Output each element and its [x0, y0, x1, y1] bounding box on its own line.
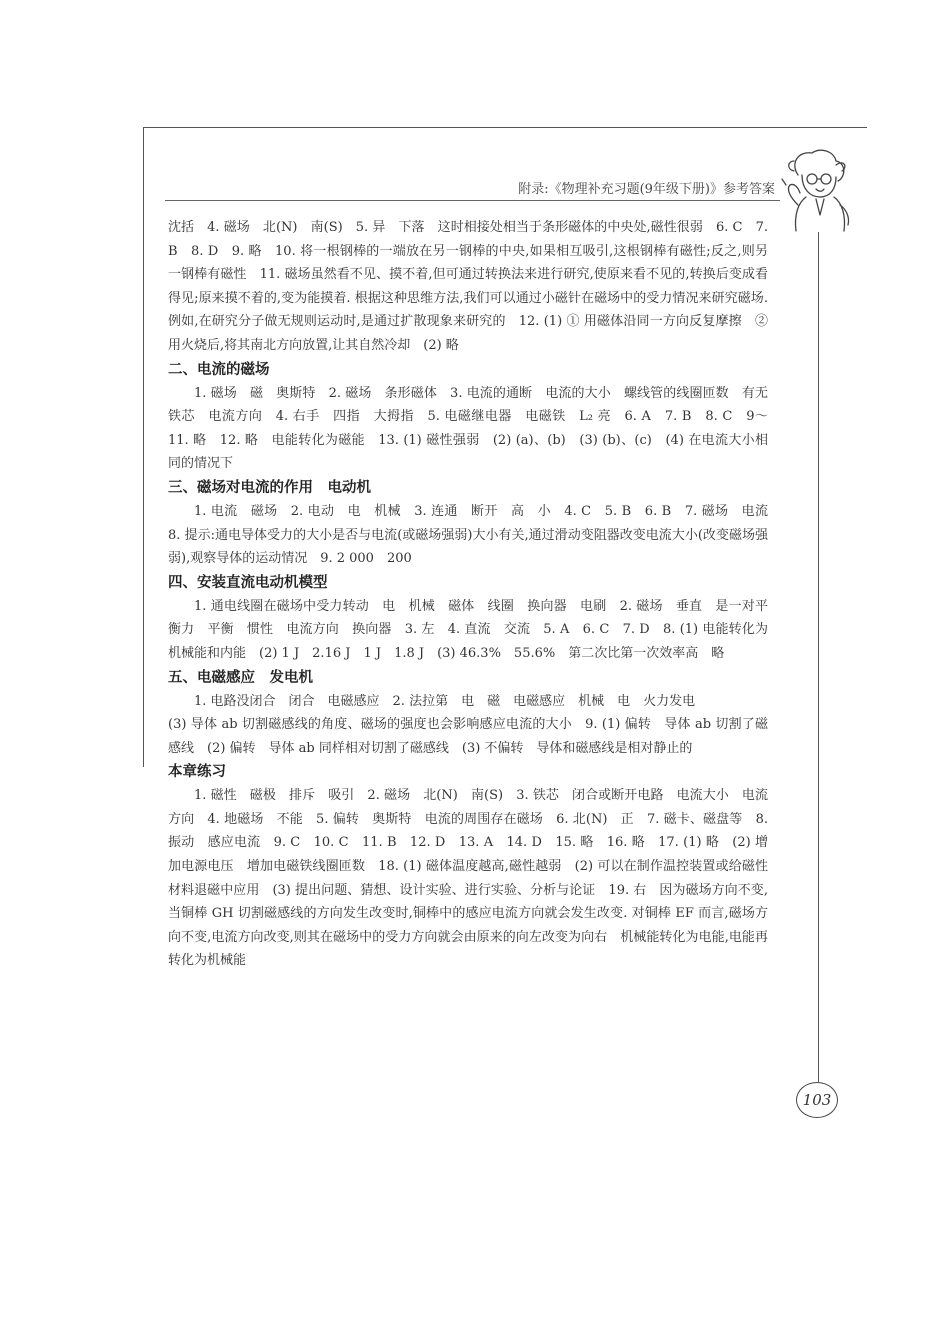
- section-heading-force-on-current: 三、磁场对电流的作用 电动机: [168, 479, 371, 496]
- section-heading-current-magnetic-field: 二、电流的磁场: [168, 361, 270, 378]
- section-heading-induction-generator: 五、电磁感应 发电机: [168, 669, 313, 686]
- page-number-badge: 103: [796, 1082, 838, 1118]
- answers-paragraph-section-3: 1. 电流 磁场 2. 电动 电 机械 3. 连通 断开 高 小 4. C 5. B 6. B 7. 磁场 电流 8. 提示:通电导体受力的大小是否与电流(或磁场强弱)大小有关,通过滑动变阻器改变电流大小(改变磁场强弱),观察导体的运动情况 9. 2 000 200: [168, 503, 782, 567]
- frame-right-rule: [818, 232, 819, 1082]
- frame-left-rule: [143, 127, 144, 767]
- answers-paragraph-section-4: 1. 通电线圈在磁场中受力转动 电 机械 磁体 线圈 换向器 电刷 2. 磁场 垂直 是一对平衡力 平衡 惯性 电流方向 换向器 3. 左 4. 直流 交流 5. A 6. C 7. D 8. (1) 电能转化为机械能和内能 (2) 1 J 2.16 J 1 J 1.8 J (3) 46.3% 55.6% 第二次比第一次效率高 略: [168, 598, 768, 661]
- answers-paragraph-chapter-exercises: 1. 磁性 磁极 排斥 吸引 2. 磁场 北(N) 南(S) 3. 铁芯 闭合或断开电路 电流大小 电流方向 4. 地磁场 不能 5. 偏转 奥斯特 电流的周围存在磁场 6. 北(N) 正 7. 磁卡、磁盘等 8. 振动 感应电流 9. C 10. C 11. B 12. D 13. A 14. D 15. 略 16. 略 17. (1) 略 (2) 增加电源电压 增加电磁铁线圈匝数 18. (1) 磁体温度越高,磁性越弱 (2) 可以在制作温控装置或给磁性材料退磁中应用 (3) 提出问题、猜想、设计实验、进行实验、分析与论证 19. 右 因为磁场方向不变,当铜棒 GH 切割磁感线的方向发生改变时,铜棒中的感应电流方向就会发生改变. 对铜棒 EF 而言,磁场方向不变,电流方向改变,则其在磁场中的受力方向就会由原来的向左改变为向右 机械能转化为电能,电能再转化为机械能: [168, 788, 768, 969]
- running-header: 附录:《物理补充习题(9年级下册)》参考答案: [518, 182, 775, 197]
- section-heading-motor-model: 四、安装直流电动机模型: [168, 574, 328, 591]
- section-heading-chapter-exercises: 本章练习: [168, 764, 226, 781]
- scientist-cartoon-icon: [776, 145, 854, 235]
- answer-content: [168, 216, 782, 973]
- frame-top-rule: [143, 127, 867, 128]
- answers-paragraph-section-5-part-2: (3) 导体 ab 切割磁感线的角度、磁场的强度也会影响感应电流的大小 9. (1) 偏转 导体 ab 切割了磁感线 (2) 偏转 导体 ab 同样相对切割了磁感线 (3) 不偏转 导体和磁感线是相对静止的: [168, 717, 768, 756]
- header-rule: [165, 200, 780, 201]
- answers-paragraph-section-5-part-1: 1. 电路没闭合 闭合 电磁感应 2. 法拉第 电 磁 电磁感应 机械 电 火力发电: [194, 693, 696, 709]
- answers-paragraph-section-2: 1. 磁场 磁 奥斯特 2. 磁场 条形磁体 3. 电流的通断 电流的大小 螺线管的线圈匝数 有无铁芯 电流方向 4. 右手 四指 大拇指 5. 电磁继电器 电磁铁 L₂ 亮 6. A 7. B 8. C 9～11. 略 12. 略 电能转化为磁能 13. (1) 磁性强弱 (2) (a)、(b) (3) (b)、(c) (4) 在电流大小相同的情况下: [168, 385, 768, 472]
- continued-answers-paragraph: 沈括 4. 磁场 北(N) 南(S) 5. 异 下落 这时相接处相当于条形磁体的中央处,磁性很弱 6. C 7. B 8. D 9. 略 10. 将一根钢棒的一端放在另一钢棒的中央,如果相互吸引,这根钢棒有磁性;反之,则另一钢棒有磁性 11. 磁场虽然看不见、摸不着,但可通过转换法来进行研究,使原来看不见的,转换后变成看得见;原来摸不着的,变为能摸着. 根据这种思维方法,我们可以通过小磁针在磁场中的受力情况来研究磁场. 例如,在研究分子做无规则运动时,是通过扩散现象来研究的 12. (1) ① 用磁体沿同一方向反复摩擦 ② 用火烧后,将其南北方向放置,让其自然冷却 (2) 略: [168, 220, 768, 353]
